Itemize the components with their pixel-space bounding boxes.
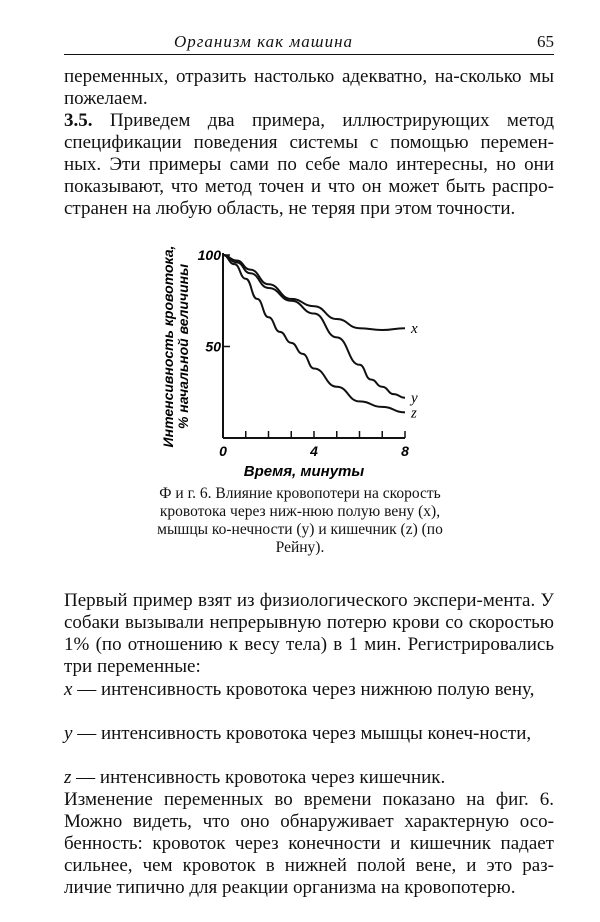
series-line-y — [223, 255, 405, 398]
x-tick-label: 4 — [310, 443, 318, 459]
x-axis-label: Время, минуты — [243, 463, 365, 480]
y-tick-label: 100 — [197, 247, 221, 263]
list-item-x — [64, 679, 554, 701]
y-axis-label: Интенсивность кровотока,% начальной величины — [160, 245, 191, 448]
list-item-text: — интенсивность кровотока через нижнюю полую вену, — [77, 679, 535, 700]
series-label-z: z — [411, 405, 417, 422]
list-item-text: — интенсивность кровотока через кишечник. — [76, 767, 446, 788]
series-label-y: y — [411, 390, 418, 407]
series-line-x — [223, 255, 405, 330]
running-header — [64, 28, 554, 55]
series-label-x: x — [411, 321, 418, 338]
x-tick-label: 8 — [401, 443, 409, 459]
paragraph-2-text: Приведем два примера, иллюстрирующих метод спецификации поведения системы с помощью перемен-ных. Эти примеры сами по себе мало интересны, но они показывают, что метод точен и что он может быть распро-странен на любую область, не теряя при этом точности. — [64, 110, 555, 219]
series-line-z — [223, 255, 405, 412]
list-item-y — [64, 723, 554, 745]
list-item-z — [64, 767, 554, 789]
paragraph-4: Изменение переменных во времени показано на фиг. 6. Можно видеть, что оно обнаруживает характерную осо-бенность: кровоток через конечности и кишечник падает сильнее, чем кровоток в нижней полой вене, и это раз-личие типично для реакции организма на кровопотерю. — [64, 789, 554, 898]
list-item-var: z — [64, 767, 72, 788]
list-item-var: y — [64, 723, 73, 744]
chart-axes — [223, 253, 405, 438]
y-tick-label: 50 — [205, 338, 221, 355]
chart-labels — [160, 246, 418, 480]
paragraph-1: переменных, отразить настолько адекватно, на-сколько мы пожелаем. — [64, 66, 554, 109]
chart-series — [223, 255, 405, 412]
list-item-var: x — [64, 679, 73, 700]
figure-6-chart — [155, 235, 445, 480]
paragraph-3: Первый пример взят из физиологического экспери-мента. У собаки вызывали непрерывную потерю крови со скоростью 1% (по отношению к весу тела) в 1 мин. Регистрировались три переменные: — [64, 590, 554, 677]
x-tick-label: 0 — [219, 443, 227, 459]
header-title: Организм как машина — [174, 32, 353, 51]
page-number: 65 — [537, 32, 554, 51]
section-number: 3.5. — [64, 110, 93, 131]
figure-caption: Ф и г. 6. Влияние кровопотери на скорость кровотока через ниж-нюю полую вену (x), мышцы ко-нечности (y) и кишечник (z) (по Рейну). — [157, 485, 443, 556]
paragraph-2 — [64, 110, 554, 220]
list-item-text: — интенсивность кровотока через мышцы конеч-ности, — [77, 723, 532, 744]
